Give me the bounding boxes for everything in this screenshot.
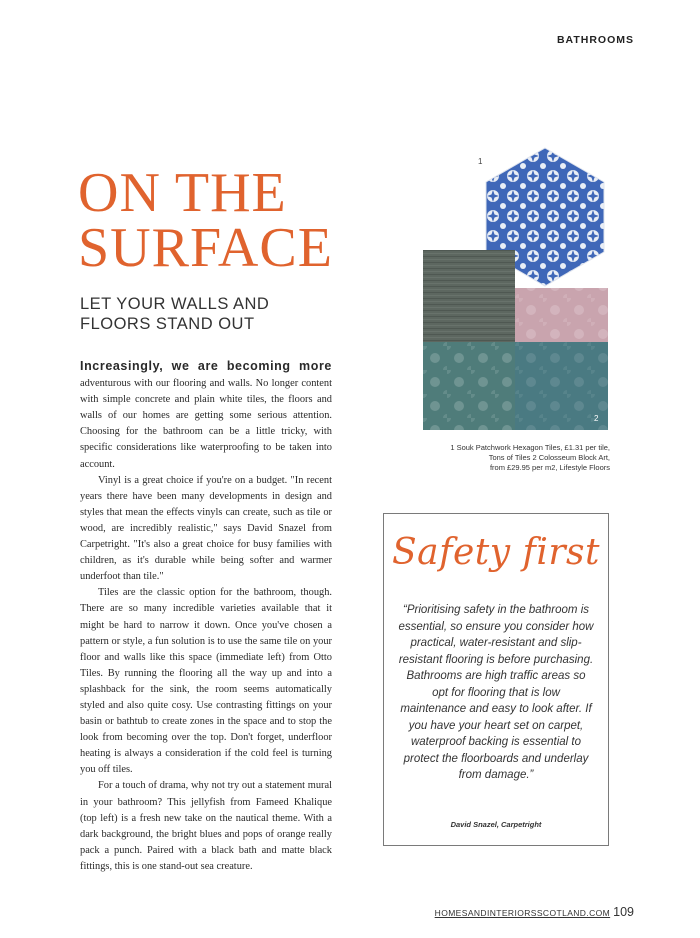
paragraph-2: Vinyl is a great choice if you're on a budget. "In recent years there have been many developments in design and styles that mean the effects vinyls can create, such as tile or wood, are incredibly realistic," says David Snazel from Carpetright. "It's also a great choice for busy families with children, as it's durable while being softer and warmer underfoot than tile.": [80, 474, 332, 583]
article-subtitle: LET YOUR WALLS AND FLOORS STAND OUT: [80, 295, 270, 333]
page-footer: [435, 903, 634, 921]
image-caption: [400, 443, 610, 473]
caption-line-3: from £29.95 per m2, Lifestyle Floors: [489, 463, 610, 472]
caption-line-2: Tons of Tiles 2 Colosseum Block Art,: [488, 453, 610, 462]
lead-in: Increasingly, we are becoming more: [80, 359, 332, 373]
article-body: [80, 358, 332, 875]
caption-line-1: 1 Souk Patchwork Hexagon Tiles, £1.31 per tile,: [450, 443, 610, 452]
paragraph-1: [80, 358, 332, 473]
paragraph-4: For a touch of drama, why not try out a statement mural in your bathroom? This jellyfish from Fameed Khalique (top left) is a fresh new take on the nautical theme. With a dark background, the bright blues and pops of orange really pack a punch. Paired with a black bath and matte black fittings, this is one stand-out sea creature.: [80, 780, 332, 872]
article-title: ON THE SURFACE: [78, 162, 333, 279]
safety-sidebar: [383, 513, 609, 846]
paragraph-3: Tiles are the classic option for the bathroom, though. There are so many incredible varieties available that it might be hard to narrow it down. Once you've chosen a pattern or style, a fun solution is to use the same tile on your floor and walls like this space (immediate left) from Otto Tiles. By running the flooring all the way up and into a splashback for the sink, the room seems automatically styled and also quite cosy. Use contrasting fittings on your basin or bathtub to create zones in the space and to stop the look from becoming over the top. Don't forget, underfloor heating is always a consideration if the cold feel is turning you off tiles.: [80, 587, 332, 776]
sidebar-title: Safety first: [392, 532, 600, 573]
figure-label-1: 1: [478, 157, 483, 166]
section-label: BATHROOMS: [556, 34, 634, 46]
sidebar-attribution: David Snazel, Carpetright: [450, 820, 542, 829]
footer-url[interactable]: HOMESANDINTERIORSSCOTLAND.COM: [434, 908, 611, 918]
sidebar-quote: “Prioritising safety in the bathroom is essential, so ensure you consider how practical, water-resistant and slip-resistant flooring is before purchasing. Bathrooms are high traffic areas so opt for flooring that is low maintenance and easy to look after. If you have your heart set on carpet, waterproof backing is essential to protect the floorboards and underlay from damage.”: [398, 604, 594, 781]
figure-label-2: 2: [594, 414, 599, 423]
page-number: 109: [613, 905, 634, 919]
vinyl-tiles-image: [423, 250, 608, 430]
paragraph-1-text: adventurous with our flooring and walls. No longer content with simple concrete and plain white tiles, the floors and walls of our homes are getting some serious attention. Choosing for the bathroom can be a little tricky, with specific considerations like waterproofing to be taken into account.: [80, 378, 332, 470]
